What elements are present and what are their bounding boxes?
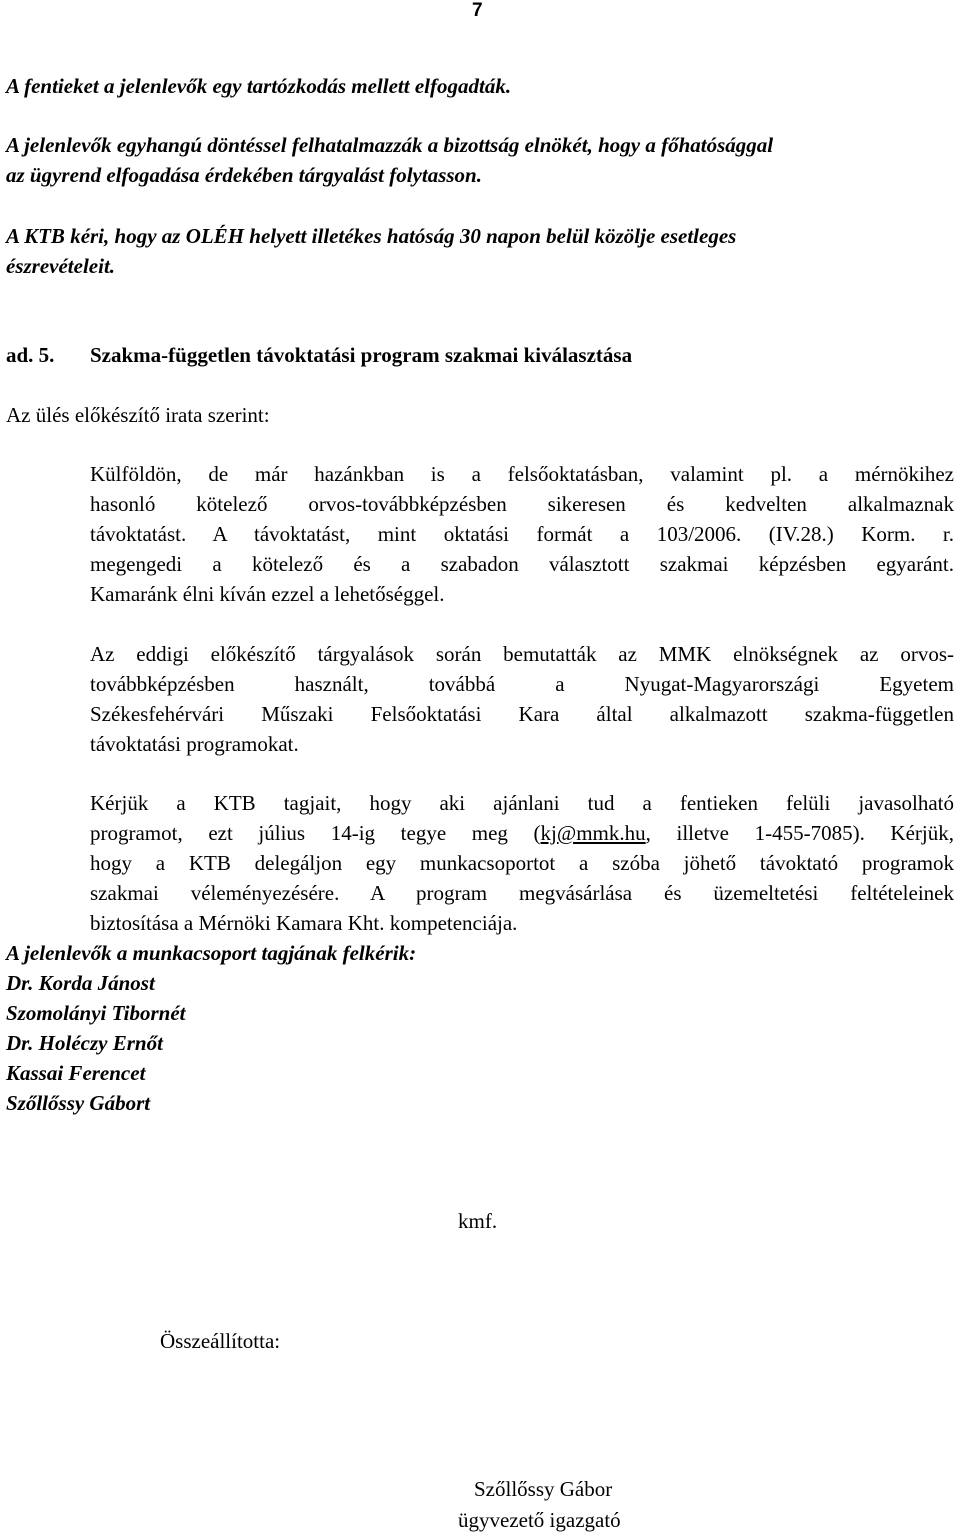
intro-paragraph-3 bbox=[6, 221, 954, 281]
body-paragraph-3-line-2-post: , illetve 1-455-7085). Kérjük, bbox=[645, 821, 954, 845]
kmf-label: kmf. bbox=[458, 1209, 498, 1233]
signer-name: Szőllőssy Gábor bbox=[474, 1477, 613, 1501]
body-paragraph-2-line: Székesfehérvári Műszaki Felsőoktatási Kara által alkalmazott szakma-független bbox=[90, 702, 954, 726]
working-group-member: Dr. Korda Jánost bbox=[6, 971, 155, 995]
email-link[interactable]: kj@mmk.hu bbox=[540, 821, 646, 845]
working-group bbox=[6, 938, 954, 1118]
body-paragraph-1-line: Külföldön, de már hazánkban is a felsőoktatásban, valamint pl. a mérnökihez bbox=[90, 462, 954, 486]
page-number: 7 bbox=[472, 0, 483, 21]
body-paragraph-3-line-with-email bbox=[90, 818, 954, 848]
intro-paragraph-1: A fentieket a jelenlevők egy tartózkodás mellett elfogadták. bbox=[6, 74, 512, 98]
working-group-member: Kassai Ferencet bbox=[6, 1061, 146, 1085]
body-paragraph-2-line: távoktatási programokat. bbox=[90, 732, 299, 756]
body-paragraph-3-line: Kérjük a KTB tagjait, hogy aki ajánlani tud a fentieken felüli javasolható bbox=[90, 791, 954, 815]
compiled-by-label: Összeállította: bbox=[160, 1329, 281, 1353]
body-paragraph-1-line: Kamaránk élni kíván ezzel a lehetőséggel. bbox=[90, 582, 445, 606]
body-paragraph-2-line: Az eddigi előkészítő tárgyalások során bemutatták az MMK elnökségnek az orvos- bbox=[90, 642, 954, 666]
signer-title: ügyvezető igazgató bbox=[458, 1508, 621, 1532]
working-group-member: Szomolányi Tibornét bbox=[6, 1001, 186, 1025]
body-paragraph-3-line-2-pre: programot, ezt július 14-ig tegye meg ( bbox=[90, 821, 541, 845]
body-paragraph-2 bbox=[90, 639, 954, 759]
working-group-member: Dr. Holéczy Ernőt bbox=[6, 1031, 163, 1055]
prep-label: Az ülés előkészítő irata szerint: bbox=[6, 403, 270, 427]
intro-paragraph-3-line-2: észrevételeit. bbox=[6, 254, 116, 278]
body-paragraph-3-line: biztosítása a Mérnöki Kamara Kht. kompetenciája. bbox=[90, 911, 518, 935]
working-group-member: Szőllőssy Gábort bbox=[6, 1091, 151, 1115]
body-paragraph-1-line: megengedi a kötelező és a szabadon választott szakmai képzésben egyaránt. bbox=[90, 552, 954, 576]
body-paragraph-3-line: hogy a KTB delegáljon egy munkacsoportot a szóba jöhető távoktató programok bbox=[90, 851, 954, 875]
intro-paragraph-3-line-1: A KTB kéri, hogy az OLÉH helyett illetékes hatóság 30 napon belül közölje esetleges bbox=[6, 224, 737, 248]
body-paragraph-2-line: továbbképzésben használt, továbbá a Nyugat-Magyarországi Egyetem bbox=[90, 672, 954, 696]
intro-paragraph-2-line-1: A jelenlevők egyhangú döntéssel felhatalmazzák a bizottság elnökét, hogy a főhatósággal bbox=[6, 133, 774, 157]
working-group-intro: A jelenlevők a munkacsoport tagjának felkérik: bbox=[6, 941, 417, 965]
intro-paragraph-2 bbox=[6, 130, 954, 190]
body-paragraph-1 bbox=[90, 459, 954, 609]
intro-paragraph-2-line-2: az ügyrend elfogadása érdekében tárgyalást folytasson. bbox=[6, 163, 482, 187]
body-paragraph-1-line: távoktatást. A távoktatást, mint oktatási formát a 103/2006. (IV.28.) Korm. r. bbox=[90, 522, 954, 546]
body-paragraph-3-line: szakmai véleményezésére. A program megvásárlása és üzemeltetési feltételeinek bbox=[90, 881, 954, 905]
section-number: ad. 5. bbox=[6, 343, 55, 367]
body-paragraph-1-line: hasonló kötelező orvos-továbbképzésben sikeresen és kedvelten alkalmaznak bbox=[90, 492, 954, 516]
section-heading bbox=[6, 340, 954, 370]
body-paragraph-3 bbox=[90, 788, 954, 938]
section-title: Szakma-független távoktatási program szakmai kiválasztása bbox=[90, 343, 633, 367]
